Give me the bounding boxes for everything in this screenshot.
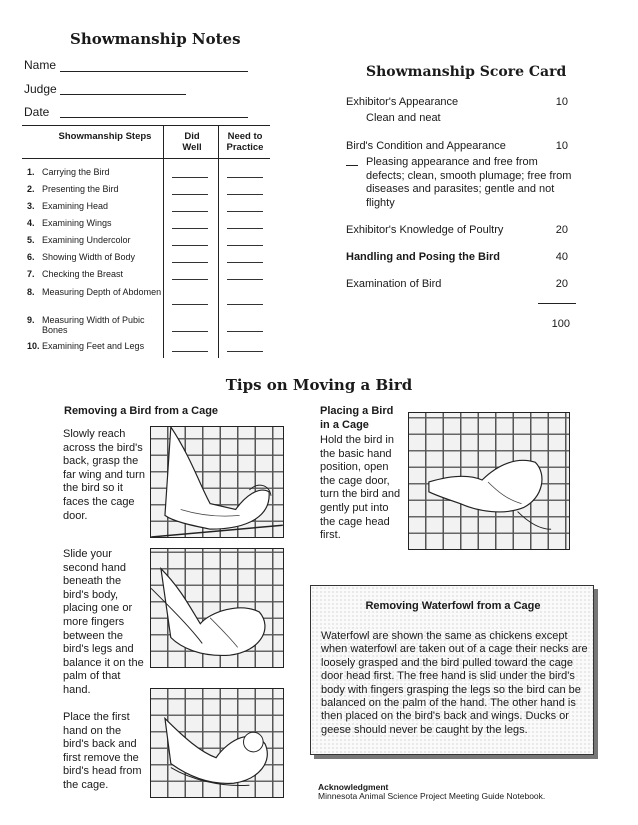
acknowledgment-text: Minnesota Animal Science Project Meeting Guide Notebook. [318,791,546,801]
score-card-title: Showmanship Score Card [366,64,567,80]
score-item-label: Bird's Condition and Appearance [346,140,506,152]
name-label: Name [24,58,57,72]
step-label: Examining Undercolor [42,235,131,245]
score-item-points: 10 [555,140,568,152]
step-number: 10. [27,341,40,351]
placing-text: Hold the bird in the basic hand position, open the cage door, turn the bird and gently put into the cage head first. [320,434,401,542]
placing-heading: Placing a Bird in a Cage [320,405,394,431]
need-practice-blank[interactable] [227,211,263,212]
step-number: 9. [27,315,35,325]
check-blank[interactable] [346,165,358,166]
removing-heading: Removing a Bird from a Cage [64,405,219,417]
did-well-blank[interactable] [172,194,208,195]
score-item-label: Handling and Posing the Bird [346,251,500,263]
judge-label: Judge [24,82,57,96]
need-practice-blank[interactable] [227,245,263,246]
score-item-label: Exhibitor's Appearance [346,96,459,108]
photo-hand-under-bird [150,548,284,668]
step-number: 8. [27,287,35,297]
did-well-blank[interactable] [172,351,208,352]
score-item-detail: Pleasing appearance and free from defects; clean, smooth plumage; free from diseases and parasites; gentle and not flighty [366,156,572,209]
hand-bird-illustration [151,549,283,667]
score-item-detail: Clean and neat [366,112,441,124]
score-item-label: Examination of Bird [346,278,442,290]
score-item-points: 40 [555,251,568,263]
need-practice-blank[interactable] [227,177,263,178]
step-number: 1. [27,167,35,177]
step-label: Carrying the Bird [42,167,110,177]
score-item-label: Exhibitor's Knowledge of Poultry [346,224,504,236]
step-label: Measuring Depth of Abdomen [42,287,162,297]
total-rule [538,303,576,304]
need-practice-blank[interactable] [227,304,263,305]
step-label: Checking the Breast [42,269,124,279]
steps-table-header [22,125,270,159]
did-well-blank[interactable] [172,177,208,178]
col-steps-header: Showmanship Steps [58,131,152,142]
need-practice-blank[interactable] [227,351,263,352]
judge-line[interactable] [60,94,186,95]
did-well-blank[interactable] [172,304,208,305]
need-practice-blank[interactable] [227,262,263,263]
score-item-points: 20 [555,224,568,236]
did-well-blank[interactable] [172,279,208,280]
step-label: Examining Feet and Legs [42,341,145,351]
name-line[interactable] [60,71,248,72]
did-well-blank[interactable] [172,228,208,229]
hand-bird-illustration [151,689,283,797]
date-line[interactable] [60,117,248,118]
waterfowl-text: Waterfowl are shown the same as chickens except when waterfowl are taken out of a cage their necks are loosely grasped and the bird pulled toward the cage door head first. The free hand is slid under the bird's body with fingers grasping the legs so the bird can be balanced on the palm of the hand. The other hand is then placed on the bird's back and wings. Ducks or geese should never be caught by the legs. [321,630,588,736]
need-practice-blank[interactable] [227,279,263,280]
did-well-blank[interactable] [172,245,208,246]
photo-removing-head-first [150,688,284,798]
step-label: Examining Head [42,201,109,211]
score-total: 100 [551,318,570,330]
score-item-points: 10 [555,96,568,108]
col-need-practice-header: Need to Practice [226,131,264,153]
hand-bird-illustration [409,413,569,549]
removing-step-3: Place the first hand on the bird's back and first remove the bird's head from the cage. [63,711,142,791]
step-number: 7. [27,269,35,279]
removing-step-1: Slowly reach across the bird's back, grasp the far wing and turn the bird so it faces the cage door. [63,428,145,522]
step-label: Presenting the Bird [42,184,119,194]
acknowledgment-heading: Acknowledgment [318,782,389,792]
step-label: Measuring Width of Pubic Bones [42,315,145,335]
step-number: 4. [27,218,35,228]
notes-title: Showmanship Notes [70,30,241,48]
photo-reaching-into-cage [150,426,284,538]
date-label: Date [24,105,50,119]
did-well-blank[interactable] [172,331,208,332]
photo-placing-into-cage [408,412,570,550]
steps-table [22,125,270,351]
step-number: 6. [27,252,35,262]
step-number: 3. [27,201,35,211]
tips-title: Tips on Moving a Bird [225,376,413,394]
step-number: 2. [27,184,35,194]
waterfowl-heading: Removing Waterfowl from a Cage [365,600,541,612]
col-did-well-header: Did Well [182,131,202,153]
did-well-blank[interactable] [172,262,208,263]
step-label: Examining Wings [42,218,112,228]
step-label: Showing Width of Body [42,252,136,262]
step-number: 5. [27,235,35,245]
did-well-blank[interactable] [172,211,208,212]
hand-bird-illustration [151,427,283,537]
need-practice-blank[interactable] [227,194,263,195]
score-item-points: 20 [555,278,568,290]
waterfowl-box [310,585,594,755]
divider [218,125,219,358]
removing-step-2: Slide your second hand beneath the bird's body, placing one or more fingers between the bird's legs and balance it on the palm of that hand. [63,548,144,696]
need-practice-blank[interactable] [227,228,263,229]
need-practice-blank[interactable] [227,331,263,332]
